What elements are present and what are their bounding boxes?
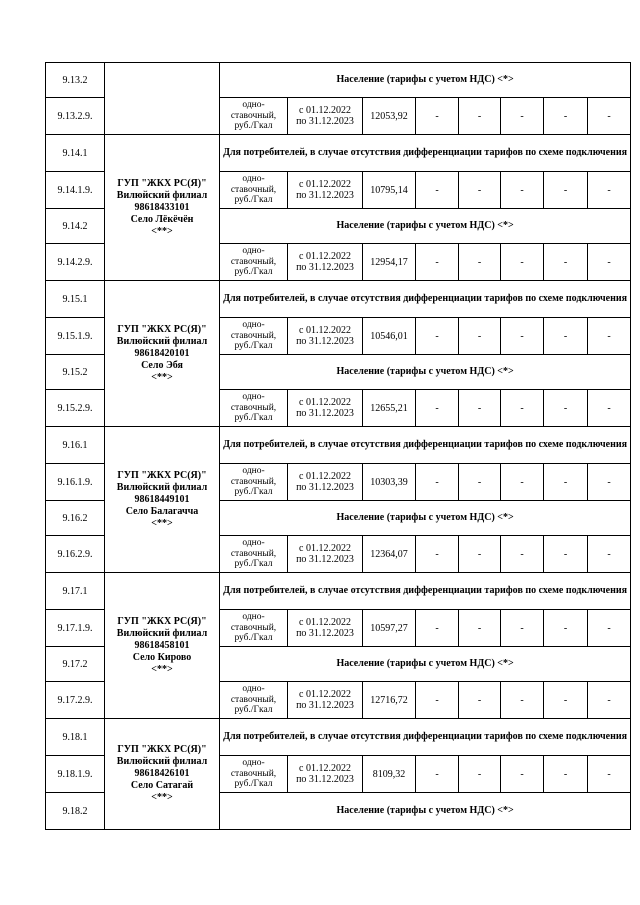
empty-value-dash: - [588, 756, 631, 793]
organization-line: Село Кирово [132, 651, 192, 663]
empty-value-dash: - [501, 610, 544, 647]
row-number: 9.14.2.9. [46, 244, 105, 281]
tariff-value: 8109,32 [363, 756, 416, 793]
tariff-period [288, 464, 363, 501]
tariff-unit-line: руб./Гкал [234, 559, 273, 570]
organization-line: ГУП "ЖКХ РС(Я)" [117, 744, 207, 755]
organization-line: 98618420101 [134, 347, 190, 359]
tariff-period [288, 756, 363, 793]
tariff-value: 10597,27 [363, 610, 416, 647]
empty-value-dash: - [416, 610, 459, 647]
empty-value-dash: - [459, 244, 501, 281]
tariff-value: 12716,72 [363, 682, 416, 719]
organization-cell [105, 427, 220, 573]
tariff-period-line: по 31.12.2023 [296, 482, 354, 493]
row-number: 9.17.2.9. [46, 682, 105, 719]
empty-value-dash: - [416, 318, 459, 355]
tariff-value: 12655,21 [363, 390, 416, 427]
empty-value-dash: - [501, 464, 544, 501]
empty-value-dash: - [544, 172, 588, 209]
tariff-unit-line: ставочный, [230, 476, 277, 487]
organization-line: Вилюйский филиал [116, 627, 208, 639]
tariff-unit [220, 682, 288, 719]
empty-value-dash: - [416, 756, 459, 793]
tariff-unit-line: руб./Гкал [234, 121, 273, 132]
tariff-unit-line: одно- [242, 392, 265, 403]
tariff-value: 12364,07 [363, 536, 416, 573]
row-number: 9.16.2 [46, 501, 105, 536]
tariff-period-line: по 31.12.2023 [296, 774, 354, 785]
tariff-unit-line: одно- [242, 100, 265, 111]
tariff-unit-line: ставочный, [230, 184, 277, 195]
empty-value-dash: - [501, 98, 544, 135]
empty-value-dash: - [501, 536, 544, 573]
empty-value-dash: - [459, 464, 501, 501]
table-section-row [46, 281, 631, 318]
tariff-unit-line: одно- [242, 320, 265, 331]
organization-cell [105, 63, 220, 135]
tariff-period-line: по 31.12.2023 [296, 262, 354, 273]
table-section-row [46, 573, 631, 610]
row-number: 9.17.2 [46, 647, 105, 682]
tariff-period-line: по 31.12.2023 [296, 554, 354, 565]
empty-value-dash: - [501, 172, 544, 209]
tariff-unit-line: руб./Гкал [234, 413, 273, 424]
organization-line: ГУП "ЖКХ РС(Я)" [117, 323, 207, 335]
tariff-period-line: с 01.12.2022 [299, 325, 351, 336]
empty-value-dash: - [416, 244, 459, 281]
row-number: 9.16.2.9. [46, 536, 105, 573]
row-number: 9.14.2 [46, 209, 105, 244]
tariff-value: 12053,92 [363, 98, 416, 135]
empty-value-dash: - [588, 464, 631, 501]
tariff-period-line: по 31.12.2023 [296, 116, 354, 127]
tariff-period [288, 536, 363, 573]
tariff-period [288, 682, 363, 719]
tariff-period-line: с 01.12.2022 [299, 105, 351, 116]
row-number: 9.16.1 [46, 427, 105, 464]
tariff-unit-line: одно- [242, 246, 265, 257]
tariff-unit [220, 390, 288, 427]
tariff-unit [220, 536, 288, 573]
tariff-unit-line: одно- [242, 758, 265, 769]
tariff-period-line: по 31.12.2023 [296, 190, 354, 201]
empty-value-dash: - [459, 756, 501, 793]
empty-value-dash: - [459, 98, 501, 135]
organization-line: 98618426101 [134, 768, 190, 779]
tariff-unit-line: руб./Гкал [234, 633, 273, 644]
row-number: 9.16.1.9. [46, 464, 105, 501]
empty-value-dash: - [544, 318, 588, 355]
tariff-unit [220, 610, 288, 647]
tariff-unit-line: одно- [242, 612, 265, 623]
tariff-period [288, 172, 363, 209]
empty-value-dash: - [544, 682, 588, 719]
tariff-period-line: с 01.12.2022 [299, 179, 351, 190]
tariff-period [288, 390, 363, 427]
tariff-period-line: с 01.12.2022 [299, 251, 351, 262]
section-header: Население (тарифы с учетом НДС) <*> [220, 793, 631, 830]
tariff-period [288, 244, 363, 281]
organization-line: Село Лёкёчён [130, 213, 194, 225]
tariff-unit-line: одно- [242, 684, 265, 695]
tariff-unit [220, 244, 288, 281]
row-number: 9.18.1 [46, 719, 105, 756]
tariff-unit-line: одно- [242, 174, 265, 185]
organization-cell [105, 719, 220, 830]
tariff-period-line: с 01.12.2022 [299, 689, 351, 700]
empty-value-dash: - [544, 390, 588, 427]
tariff-value: 10303,39 [363, 464, 416, 501]
section-header: Население (тарифы с учетом НДС) <*> [220, 209, 631, 244]
empty-value-dash: - [416, 536, 459, 573]
organization-cell [105, 573, 220, 719]
empty-value-dash: - [501, 682, 544, 719]
tariff-unit [220, 98, 288, 135]
section-header: Население (тарифы с учетом НДС) <*> [220, 647, 631, 682]
organization-line: 98618458101 [134, 639, 190, 651]
section-header: Население (тарифы с учетом НДС) <*> [220, 355, 631, 390]
row-number: 9.17.1 [46, 573, 105, 610]
tariff-unit-line: руб./Гкал [234, 341, 273, 352]
organization-line: ГУП "ЖКХ РС(Я)" [117, 177, 207, 189]
empty-value-dash: - [544, 464, 588, 501]
tariff-unit-line: ставочный, [230, 110, 277, 121]
empty-value-dash: - [459, 172, 501, 209]
empty-value-dash: - [416, 390, 459, 427]
row-number: 9.18.2 [46, 793, 105, 830]
row-number: 9.13.2 [46, 63, 105, 98]
organization-line: 98618433101 [134, 201, 190, 213]
tariff-period-line: по 31.12.2023 [296, 628, 354, 639]
tariff-value: 12954,17 [363, 244, 416, 281]
empty-value-dash: - [588, 682, 631, 719]
tariff-period-line: с 01.12.2022 [299, 617, 351, 628]
tariff-period-line: по 31.12.2023 [296, 700, 354, 711]
empty-value-dash: - [588, 390, 631, 427]
tariff-unit [220, 756, 288, 793]
organization-line: Вилюйский филиал [116, 756, 208, 767]
empty-value-dash: - [501, 756, 544, 793]
empty-value-dash: - [588, 98, 631, 135]
tariff-unit-line: руб./Гкал [234, 267, 273, 278]
empty-value-dash: - [459, 390, 501, 427]
table-section-row [46, 719, 631, 756]
empty-value-dash: - [544, 536, 588, 573]
organization-line: <**> [151, 371, 173, 383]
table-section-row [46, 427, 631, 464]
empty-value-dash: - [459, 318, 501, 355]
tariff-period-line: с 01.12.2022 [299, 543, 351, 554]
organization-line: Село Сатагай [130, 780, 194, 791]
row-number: 9.15.2 [46, 355, 105, 390]
table-section-row [46, 135, 631, 172]
empty-value-dash: - [459, 536, 501, 573]
organization-line: 98618449101 [134, 493, 190, 505]
organization-line: Вилюйский филиал [116, 335, 208, 347]
empty-value-dash: - [588, 318, 631, 355]
tariff-period-line: с 01.12.2022 [299, 763, 351, 774]
empty-value-dash: - [544, 244, 588, 281]
tariff-table [45, 62, 631, 830]
tariff-period-line: по 31.12.2023 [296, 336, 354, 347]
tariff-value: 10795,14 [363, 172, 416, 209]
row-number: 9.14.1.9. [46, 172, 105, 209]
tariff-unit [220, 464, 288, 501]
empty-value-dash: - [416, 682, 459, 719]
row-number: 9.15.1.9. [46, 318, 105, 355]
tariff-unit-line: ставочный, [230, 402, 277, 413]
empty-value-dash: - [588, 244, 631, 281]
organization-line: ГУП "ЖКХ РС(Я)" [117, 615, 207, 627]
empty-value-dash: - [416, 172, 459, 209]
organization-line: Село Эбя [141, 359, 183, 371]
empty-value-dash: - [416, 464, 459, 501]
section-header: Для потребителей, в случае отсутствия дифференциации тарифов по схеме подключения [220, 573, 631, 610]
empty-value-dash: - [459, 682, 501, 719]
row-number: 9.18.1.9. [46, 756, 105, 793]
organization-line: <**> [151, 792, 173, 803]
organization-cell [105, 135, 220, 281]
tariff-unit-line: ставочный, [230, 768, 277, 779]
row-number: 9.13.2.9. [46, 98, 105, 135]
section-header: Для потребителей, в случае отсутствия дифференциации тарифов по схеме подключения [220, 427, 631, 464]
tariff-unit-line: ставочный, [230, 548, 277, 559]
empty-value-dash: - [416, 98, 459, 135]
empty-value-dash: - [588, 610, 631, 647]
tariff-period [288, 98, 363, 135]
tariff-unit [220, 172, 288, 209]
tariff-period-line: с 01.12.2022 [299, 471, 351, 482]
organization-cell [105, 281, 220, 427]
empty-value-dash: - [459, 610, 501, 647]
tariff-unit-line: руб./Гкал [234, 779, 273, 790]
organization-line: Вилюйский филиал [116, 481, 208, 493]
empty-value-dash: - [501, 390, 544, 427]
tariff-period-line: с 01.12.2022 [299, 397, 351, 408]
tariff-unit [220, 318, 288, 355]
tariff-unit-line: руб./Гкал [234, 705, 273, 716]
section-header: Для потребителей, в случае отсутствия дифференциации тарифов по схеме подключения [220, 719, 631, 756]
tariff-unit-line: ставочный, [230, 330, 277, 341]
organization-line: <**> [151, 225, 173, 237]
tariff-unit-line: руб./Гкал [234, 487, 273, 498]
tariff-period [288, 318, 363, 355]
empty-value-dash: - [544, 610, 588, 647]
empty-value-dash: - [544, 98, 588, 135]
organization-line: ГУП "ЖКХ РС(Я)" [117, 469, 207, 481]
row-number: 9.14.1 [46, 135, 105, 172]
empty-value-dash: - [501, 244, 544, 281]
tariff-period-line: по 31.12.2023 [296, 408, 354, 419]
empty-value-dash: - [588, 172, 631, 209]
row-number: 9.15.1 [46, 281, 105, 318]
empty-value-dash: - [588, 536, 631, 573]
table-section-row [46, 63, 631, 98]
tariff-unit-line: ставочный, [230, 256, 277, 267]
organization-line: <**> [151, 517, 173, 529]
row-number: 9.15.2.9. [46, 390, 105, 427]
section-header: Население (тарифы с учетом НДС) <*> [220, 501, 631, 536]
organization-line: Село Балагачча [125, 505, 199, 517]
section-header: Для потребителей, в случае отсутствия дифференциации тарифов по схеме подключения [220, 281, 631, 318]
section-header: Население (тарифы с учетом НДС) <*> [220, 63, 631, 98]
row-number: 9.17.1.9. [46, 610, 105, 647]
tariff-unit-line: ставочный, [230, 694, 277, 705]
section-header: Для потребителей, в случае отсутствия дифференциации тарифов по схеме подключения [220, 135, 631, 172]
tariff-value: 10546,01 [363, 318, 416, 355]
empty-value-dash: - [501, 318, 544, 355]
organization-line: Вилюйский филиал [116, 189, 208, 201]
empty-value-dash: - [544, 756, 588, 793]
tariff-unit-line: одно- [242, 538, 265, 549]
tariff-unit-line: руб./Гкал [234, 195, 273, 206]
tariff-period [288, 610, 363, 647]
tariff-unit-line: одно- [242, 466, 265, 477]
tariff-unit-line: ставочный, [230, 622, 277, 633]
organization-line: <**> [151, 663, 173, 675]
